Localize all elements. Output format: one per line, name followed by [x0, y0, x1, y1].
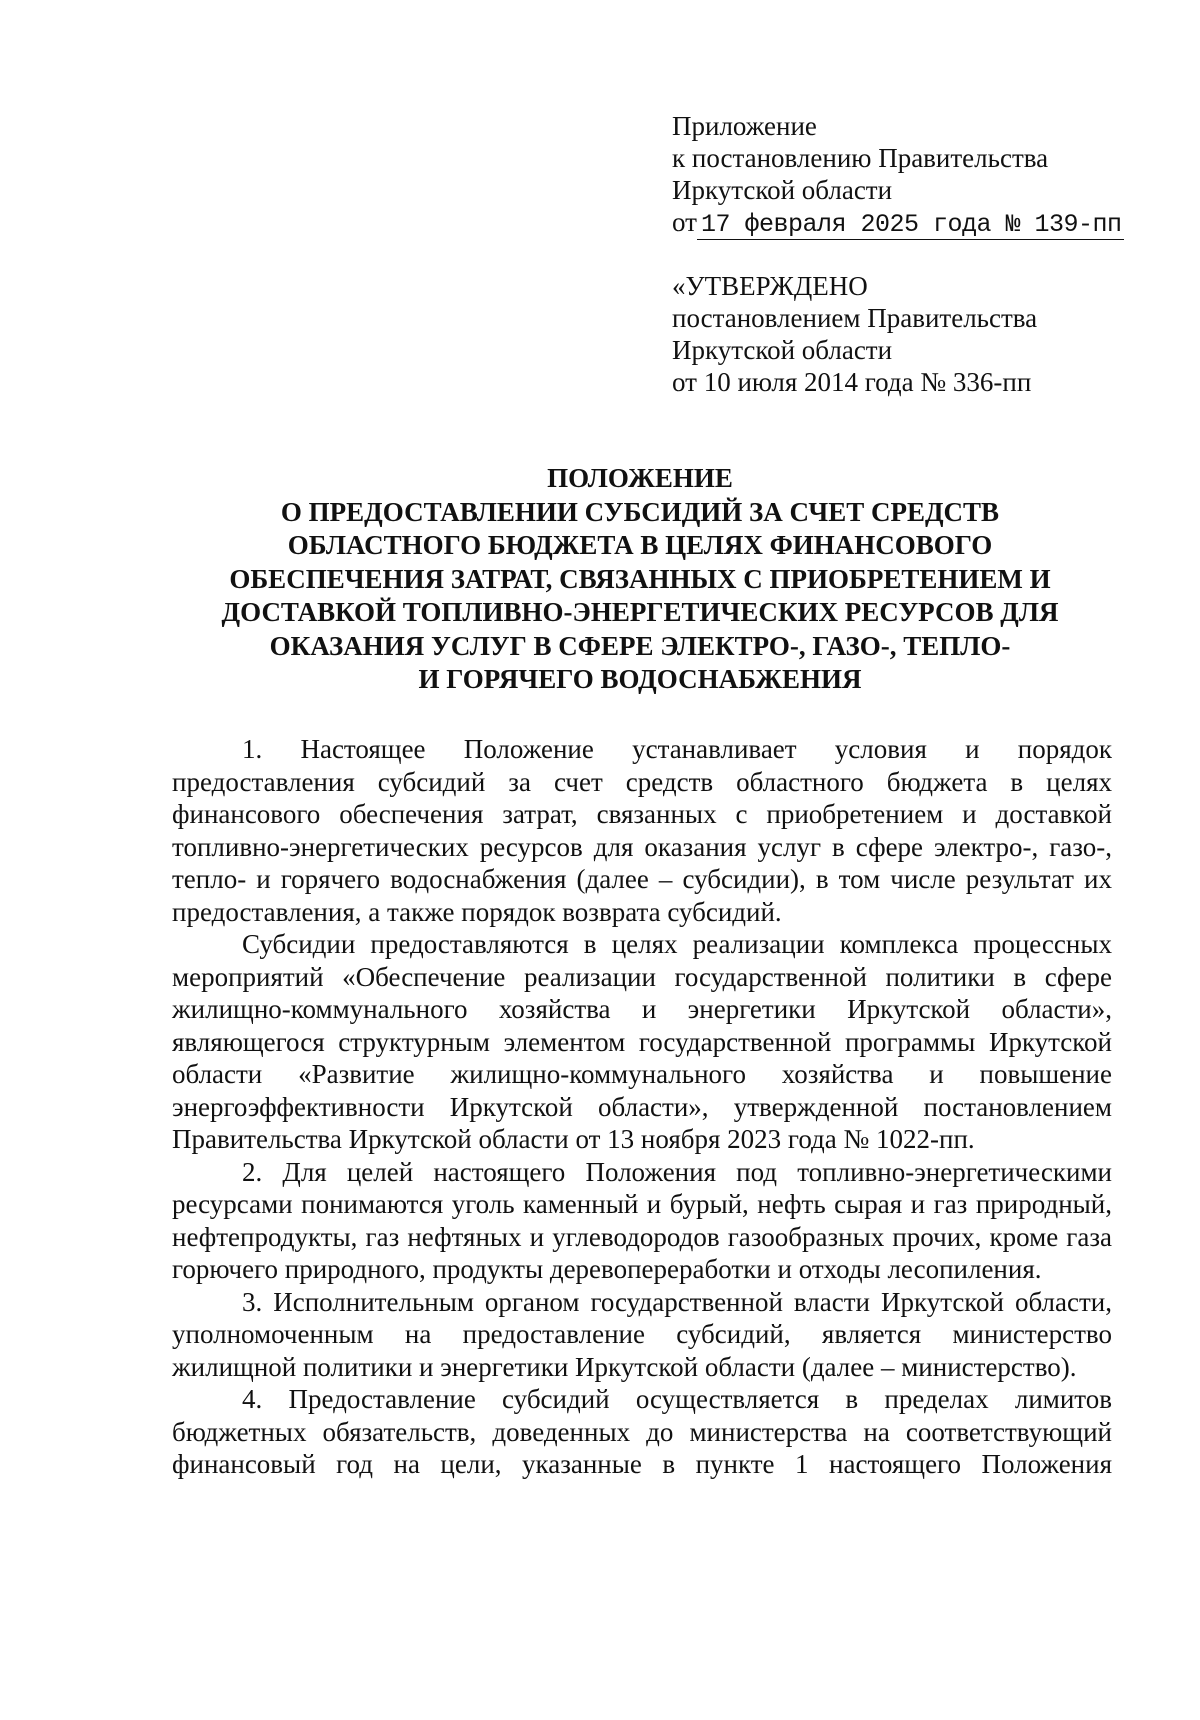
appendix-date-value: 17 февраля 2025 года № 139-пп — [697, 211, 1124, 240]
appendix-date-line — [672, 206, 1172, 240]
document-title — [170, 462, 1110, 697]
appendix-line-2: к постановлению Правительства — [672, 143, 1049, 173]
approved-line-1: «УТВЕРЖДЕНО — [672, 271, 868, 301]
approved-line-2: постановлением Правительства — [672, 303, 1038, 333]
approved-line-3: Иркутской области — [672, 335, 893, 365]
title-line-7: И ГОРЯЧЕГО ВОДОСНАБЖЕНИЯ — [418, 664, 862, 694]
appendix-line-3: Иркутской области — [672, 175, 893, 205]
paragraph-3: 2. Для целей настоящего Положения под топливно-энергетическими ресурсами понимаются уголь каменный и бурый, нефть сырая и газ природный, нефтепродукты, газ нефтяных и углеводородов газообразных прочих, кроме газа горючего природного, продукты деревопереработки и отходы лесопиления. — [172, 1156, 1112, 1284]
appendix-line-1: Приложение — [672, 111, 817, 141]
title-line-4: ОБЕСПЕЧЕНИЯ ЗАТРАТ, СВЯЗАННЫХ С ПРИОБРЕТЕНИЕМ И — [229, 563, 1051, 594]
approved-line-4: от 10 июля 2014 года № 336-пп — [672, 367, 1032, 397]
document-body — [172, 733, 1112, 1481]
title-line-2: О ПРЕДОСТАВЛЕНИИ СУБСИДИЙ ЗА СЧЕТ СРЕДСТВ — [280, 496, 1000, 527]
title-line-5: ДОСТАВКОЙ ТОПЛИВНО-ЭНЕРГЕТИЧЕСКИХ РЕСУРСОВ ДЛЯ — [221, 597, 1059, 627]
approved-block — [672, 270, 1172, 398]
paragraph-5: 4. Предоставление субсидий осуществляется в пределах лимитов бюджетных обязательств, доведенных до министерства на соответствующий финансовый год на цели, указанные в пункте 1 настоящего Положения — [172, 1384, 1112, 1479]
appendix-date-prefix: от — [672, 207, 697, 237]
title-line-3: ОБЛАСТНОГО БЮДЖЕТА В ЦЕЛЯХ ФИНАНСОВОГО — [287, 530, 993, 560]
title-line-6: ОКАЗАНИЯ УСЛУГ В СФЕРЕ ЭЛЕКТРО-, ГАЗО-, ТЕПЛО- — [269, 630, 1011, 661]
title-line-1: ПОЛОЖЕНИЕ — [547, 463, 733, 493]
paragraph-4: 3. Исполнительным органом государственной власти Иркутской области, уполномоченным на предоставление субсидий, является министерство жилищной политики и энергетики Иркутской области (далее – министерство). — [172, 1286, 1112, 1382]
paragraph-1: 1. Настоящее Положение устанавливает условия и порядок предоставления субсидий за счет средств областного бюджета в целях финансового обеспечения затрат, связанных с приобретением и доставкой топливно-энергетических ресурсов для оказания услуг в сфере электро-, газо-, тепло- и горячего водоснабжения (далее – субсидии), в том числе результат их предоставления, а также порядок возврата субсидий. — [172, 734, 1112, 927]
paragraph-2: Субсидии предоставляются в целях реализации комплекса процессных мероприятий «Обеспечение реализации государственной политики в сфере жилищно-коммунального хозяйства и энергетики Иркутской области», являющегося структурным элементом государственной программы Иркутской области «Развитие жилищно-коммунального хозяйства и повышение энергоэффективности Иркутской области», утвержденной постановлением Правительства Иркутской области от 13 ноября 2023 года № 1022-пп. — [172, 929, 1112, 1154]
appendix-block — [672, 110, 1172, 240]
